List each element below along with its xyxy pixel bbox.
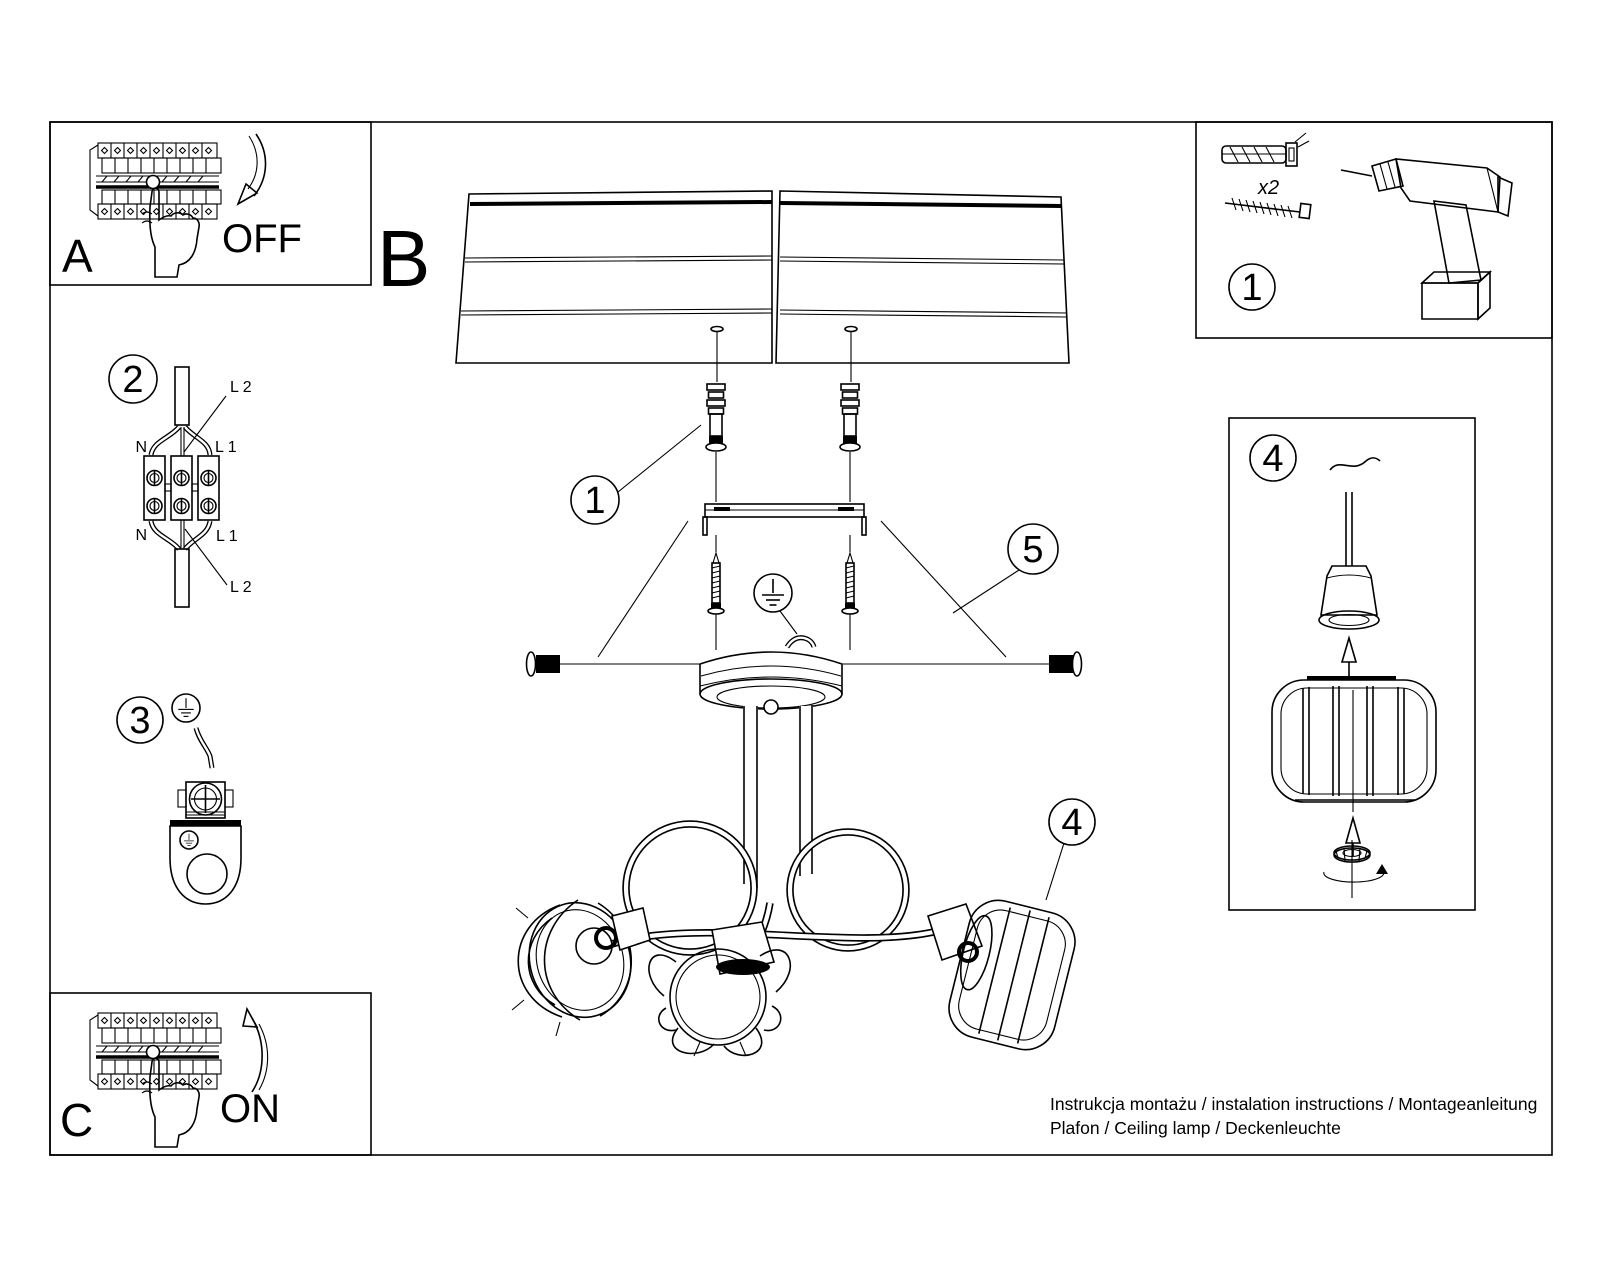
insert-arrow-icon (1342, 638, 1356, 676)
drill-hole (711, 327, 723, 332)
quantity-label: x2 (1258, 177, 1280, 199)
wire-label-l2-top: L 2 (230, 379, 252, 396)
screw-icon (1225, 198, 1311, 219)
callout-4-box: 4 (1262, 438, 1284, 480)
callout-3: 3 (129, 700, 151, 742)
on-label: ON (220, 1087, 280, 1131)
pendant-cable (1346, 492, 1352, 566)
mounting-screw-icon (708, 553, 724, 614)
arrow-down-icon (238, 134, 266, 204)
pressing-hand-icon (142, 188, 199, 277)
ground-symbol-icon (172, 694, 200, 722)
wire-label-l1-top: L 1 (215, 439, 237, 456)
callout-1-tools: 1 (1241, 267, 1263, 309)
terminal-screws (147, 471, 216, 514)
section-shade-assembly (1250, 435, 1436, 898)
footer-line-2: Plafon / Ceiling lamp / Deckenleuchte (1050, 1118, 1341, 1138)
section-tools (1222, 133, 1512, 319)
pressing-hand-icon (142, 1058, 199, 1147)
section-c (60, 1009, 280, 1147)
section-2-wiring (109, 355, 252, 607)
leader-right (881, 521, 1006, 657)
wire-label-l1-bottom: L 1 (216, 528, 238, 545)
circuit-breaker-icon (90, 143, 221, 219)
leader-5 (953, 570, 1019, 613)
wires-top (151, 427, 210, 456)
wall-plug-icon (1222, 133, 1309, 166)
callout-5: 5 (1022, 529, 1044, 571)
callout-4: 4 (1061, 802, 1083, 844)
cable-squiggle-icon (1330, 458, 1380, 470)
callout-2: 2 (122, 359, 144, 401)
mounting-screw-icon (842, 553, 858, 614)
section-c-label: C (60, 1094, 94, 1146)
wall-plug-icon (706, 384, 726, 451)
cable-top (175, 367, 189, 425)
shade-assembly-box (1229, 418, 1475, 910)
ground-wire-icon (196, 728, 212, 768)
drill-hole (845, 327, 857, 332)
socket-cone (612, 908, 650, 950)
terminal-block-icon (144, 456, 219, 520)
cage-shade-bottom (649, 922, 790, 1056)
section-a (62, 134, 302, 282)
cage-shade-right (928, 894, 1081, 1056)
leader-ground (780, 611, 797, 634)
wire-label-l2-bottom: L 2 (230, 579, 252, 596)
lamp-arms (612, 705, 938, 958)
ground-symbol-icon (754, 574, 792, 612)
cage-shade-left (512, 889, 650, 1036)
cable-bottom (175, 549, 189, 607)
leader-1 (618, 425, 701, 492)
lamp-socket-icon (1319, 566, 1379, 629)
callout-1: 1 (584, 480, 606, 522)
ground-terminal-icon (178, 782, 233, 818)
ceiling-panels (456, 191, 1069, 363)
footer-line-1: Instrukcja montażu / instalation instructions / Montageanleitung (1050, 1094, 1538, 1114)
cage-shade-front-icon (1272, 678, 1436, 812)
leader-4 (1046, 843, 1064, 900)
canopy-icon (700, 652, 842, 714)
mounting-bracket-body-icon (170, 820, 241, 904)
wire-label-n-top: N (135, 439, 147, 456)
section-a-label: A (62, 230, 93, 282)
wire-label-n-bottom: N (135, 527, 147, 544)
section-b (377, 191, 1095, 1056)
mounting-bracket-icon (703, 504, 866, 535)
off-label: OFF (222, 217, 302, 261)
section-3-ground (117, 694, 241, 904)
wires-bottom (151, 520, 210, 549)
section-b-label: B (377, 214, 431, 303)
circuit-breaker-icon (90, 1013, 221, 1089)
wall-plug-icon (840, 384, 860, 451)
arrow-up-icon (243, 1009, 268, 1092)
side-bolt-icon (527, 652, 561, 676)
leader-left (598, 521, 688, 657)
side-bolt-icon (1049, 652, 1082, 676)
drill-icon (1341, 159, 1512, 319)
